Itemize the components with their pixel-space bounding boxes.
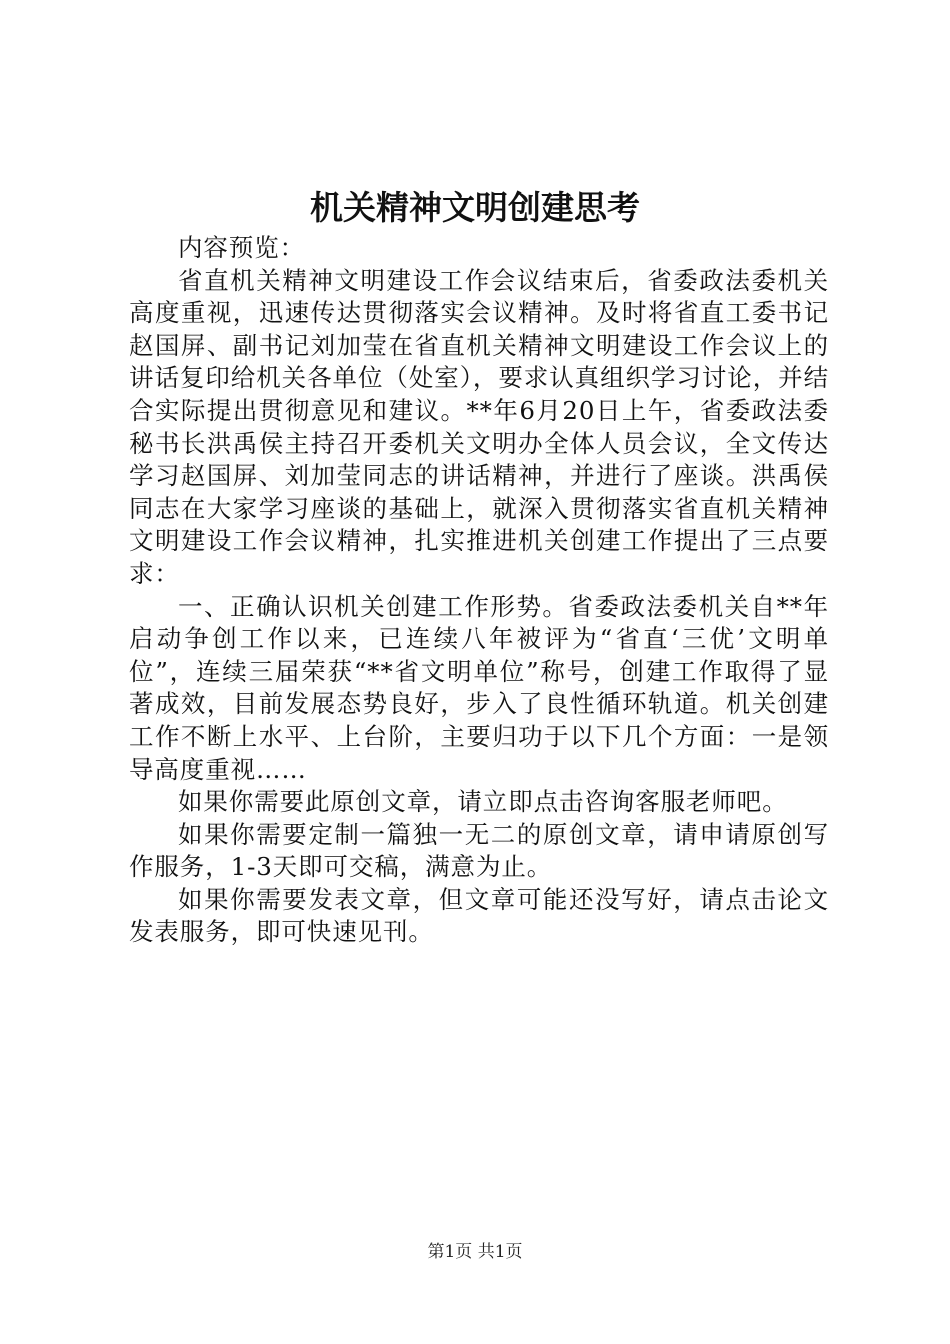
document-body <box>129 232 829 949</box>
body-paragraph: 省直机关精神文明建设工作会议结束后，省委政法委机关高度重视，迅速传达贯彻落实会议精神。及时将省直工委书记赵国屏、副书记刘加莹在省直机关精神文明建设工作会议上的讲话复印给机关各单位（处室），要求认真组织学习讨论，并结合实际提出贯彻意见和建议。**年6月20日上午，省委政法委秘书长洪禹侯主持召开委机关文明办全体人员会议，全文传达学习赵国屏、刘加莹同志的讲话精神，并进行了座谈。洪禹侯同志在大家学习座谈的基础上，就深入贯彻落实省直机关精神文明建设工作会议精神，扎实推进机关创建工作提出了三点要求： <box>129 265 829 588</box>
custom-writing-paragraph[interactable]: 如果你需要定制一篇独一无二的原创文章，请申请原创写作服务，1-3天即可交稿，满意为止。 <box>129 819 829 882</box>
publish-service-paragraph[interactable]: 如果你需要发表文章，但文章可能还没写好，请点击论文发表服务，即可快速见刊。 <box>129 884 829 947</box>
consult-link-paragraph[interactable]: 如果你需要此原创文章，请立即点击咨询客服老师吧。 <box>178 787 788 817</box>
page-number-footer: 第1页 共1页 <box>427 1242 523 1262</box>
preview-label: 内容预览： <box>178 233 305 262</box>
body-paragraph: 一、正确认识机关创建工作形势。省委政法委机关自**年启动争创工作以来，已连续八年被评为“省直‘三优’文明单位”，连续三届荣获“**省文明单位”称号，创建工作取得了显著成效，目前发展态势良好，步入了良性循环轨道。机关创建工作不断上水平、上台阶，主要归功于以下几个方面：一是领导高度重视…… <box>129 591 829 784</box>
document-title: 机关精神文明创建思考 <box>310 188 640 227</box>
